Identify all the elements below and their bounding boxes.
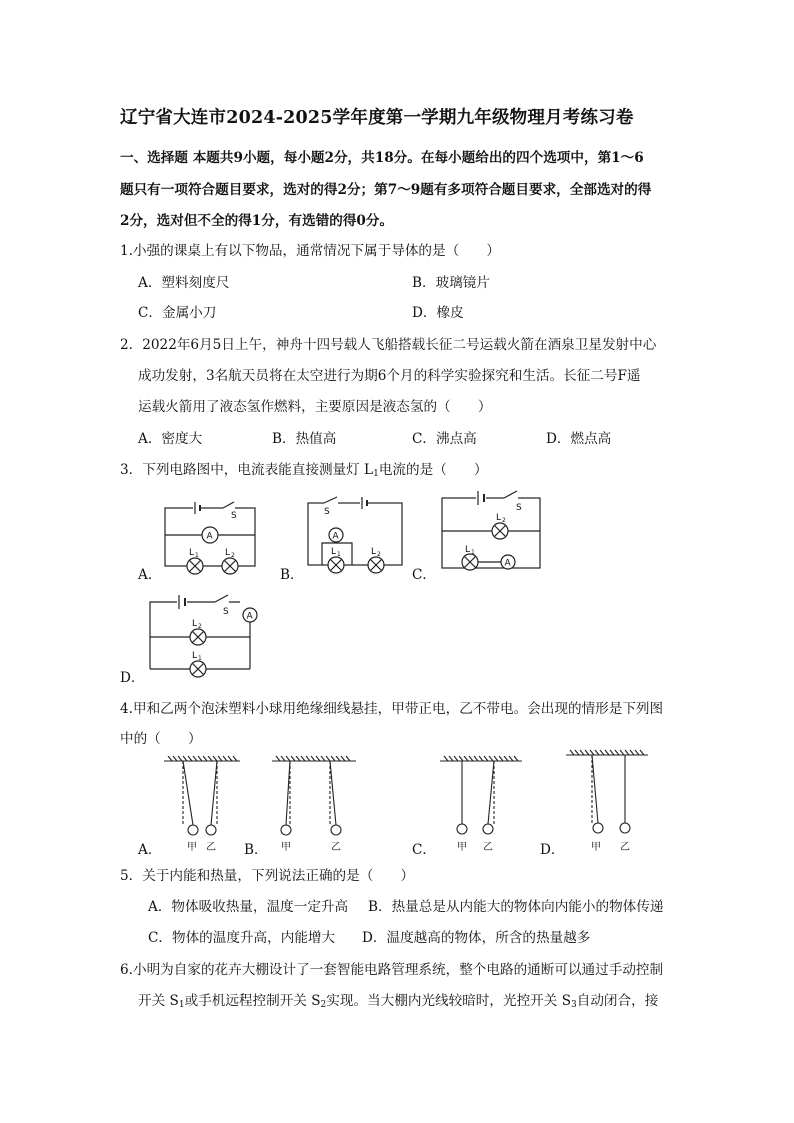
q6-line2: 开关 $S_1$或手机远程控制开关 $S_2$实现。当大棚内光线较暗时，光控开关 $S_3$自动闭合，接 xyxy=(138,993,659,1010)
svg-text:A: A xyxy=(246,611,253,622)
circuit-diagram-c xyxy=(440,488,550,582)
q2-option-a: A．密度大 xyxy=(138,431,203,447)
q3-stem: 3．下列电路图中，电流表能直接测量灯 $L_1$电流的是（ ） xyxy=(120,462,488,479)
svg-text:乙: 乙 xyxy=(620,842,630,853)
svg-text:L: L xyxy=(465,545,471,555)
pendulum-diagram-c xyxy=(438,755,528,859)
lamp1-label: L xyxy=(189,548,195,558)
circuit-diagram-b xyxy=(300,490,410,582)
q6-line1: 6.小明为自家的花卉大棚设计了一套智能电路管理系统，整个电路的通断可以通过手动控制 xyxy=(120,962,664,978)
svg-text:A: A xyxy=(332,531,339,542)
q2-option-d: D．燃点高 xyxy=(546,431,612,447)
svg-text:甲: 甲 xyxy=(187,842,197,853)
q5-stem: 5．关于内能和热量，下列说法正确的是（ ） xyxy=(120,868,415,884)
circuit-diagram-d xyxy=(145,592,265,684)
q4-label-d: D． xyxy=(540,842,565,858)
q1-stem: 1.小强的课桌上有以下物品，通常情况下属于导体的是（ ） xyxy=(120,243,500,259)
q4-label-a: A． xyxy=(138,842,162,858)
svg-text:乙: 乙 xyxy=(206,842,216,853)
q4-line2: 中的（ ） xyxy=(120,731,202,747)
svg-text:2: 2 xyxy=(231,552,235,559)
svg-text:A: A xyxy=(504,558,511,569)
svg-text:1: 1 xyxy=(337,551,341,558)
svg-text:甲: 甲 xyxy=(591,842,601,853)
q4-label-b: B． xyxy=(244,842,268,858)
svg-text:2: 2 xyxy=(377,551,381,558)
q5-option-d: D．温度越高的物体，所含的热量越多 xyxy=(362,930,591,946)
svg-text:L: L xyxy=(192,619,198,629)
q2-line3: 运载火箭用了液态氢作燃料，主要原因是液态氢的（ ） xyxy=(138,399,492,415)
q4-line1: 4.甲和乙两个泡沫塑料小球用绝缘细线悬挂，甲带正电，乙不带电。会出现的情形是下列图 xyxy=(120,701,664,717)
svg-text:L: L xyxy=(331,547,337,557)
pendulum-diagram-b xyxy=(270,755,360,859)
svg-text:L: L xyxy=(496,513,502,523)
q1-option-c: C．金属小刀 xyxy=(138,305,217,321)
lamp2-label: L xyxy=(225,548,231,558)
svg-text:L: L xyxy=(192,651,198,661)
q5-option-b: B．热量总是从内能大的物体向内能小的物体传递 xyxy=(368,899,664,915)
q5-option-a: A．物体吸收热量，温度一定升高 xyxy=(148,899,349,915)
circuit-diagram-a xyxy=(155,493,265,582)
svg-text:L: L xyxy=(371,547,377,557)
section-instructions-line1: 一、选择题 本题共9小题，每小题2分，共18分。在每小题给出的四个选项中，第1～6 xyxy=(120,150,644,166)
svg-text:2: 2 xyxy=(198,623,202,630)
q4-label-c: C． xyxy=(412,842,436,858)
q2-line1: 2．2022年6月5日上午，神舟十四号载人飞船搭载长征二号运载火箭在酒泉卫星发射中心 xyxy=(120,337,657,353)
svg-text:甲: 甲 xyxy=(281,842,291,853)
svg-text:1: 1 xyxy=(198,655,202,662)
svg-text:S: S xyxy=(223,607,229,617)
page-title: 辽宁省大连市2024-2025学年度第一学期九年级物理月考练习卷 xyxy=(120,108,634,128)
svg-text:S: S xyxy=(324,507,330,517)
q2-line2: 成功发射，3名航天员将在太空进行为期6个月的科学实验探究和生活。长征二号F遥 xyxy=(138,368,641,384)
q2-option-b: B．热值高 xyxy=(272,431,337,447)
svg-text:2: 2 xyxy=(502,517,506,524)
pendulum-diagram-d xyxy=(564,749,654,859)
svg-text:乙: 乙 xyxy=(331,842,341,853)
q3-label-d: D． xyxy=(120,670,145,686)
q2-option-c: C．沸点高 xyxy=(412,431,477,447)
section-instructions-line2: 题只有一项符合题目要求，选对的得2分；第7～9题有多项符合题目要求，全部选对的得 xyxy=(120,182,652,198)
svg-text:S: S xyxy=(516,503,522,513)
q3-label-b: B． xyxy=(280,567,304,583)
pendulum-diagram-a xyxy=(162,755,242,859)
q3-label-c: C． xyxy=(412,567,436,583)
svg-text:1: 1 xyxy=(471,549,475,556)
q5-option-c: C．物体的温度升高，内能增大 xyxy=(148,930,336,946)
switch-label: S xyxy=(231,511,237,521)
q1-option-b: B．玻璃镜片 xyxy=(412,275,490,291)
q1-option-a: A．塑料刻度尺 xyxy=(138,275,230,291)
ammeter-label: A xyxy=(206,531,213,542)
svg-text:1: 1 xyxy=(195,552,199,559)
section-instructions-line3: 2分，选对但不全的得1分，有选错的得0分。 xyxy=(120,213,394,229)
svg-text:乙: 乙 xyxy=(483,842,493,853)
svg-text:甲: 甲 xyxy=(457,842,467,853)
q3-label-a: A． xyxy=(138,567,162,583)
q1-option-d: D．橡皮 xyxy=(412,305,464,321)
